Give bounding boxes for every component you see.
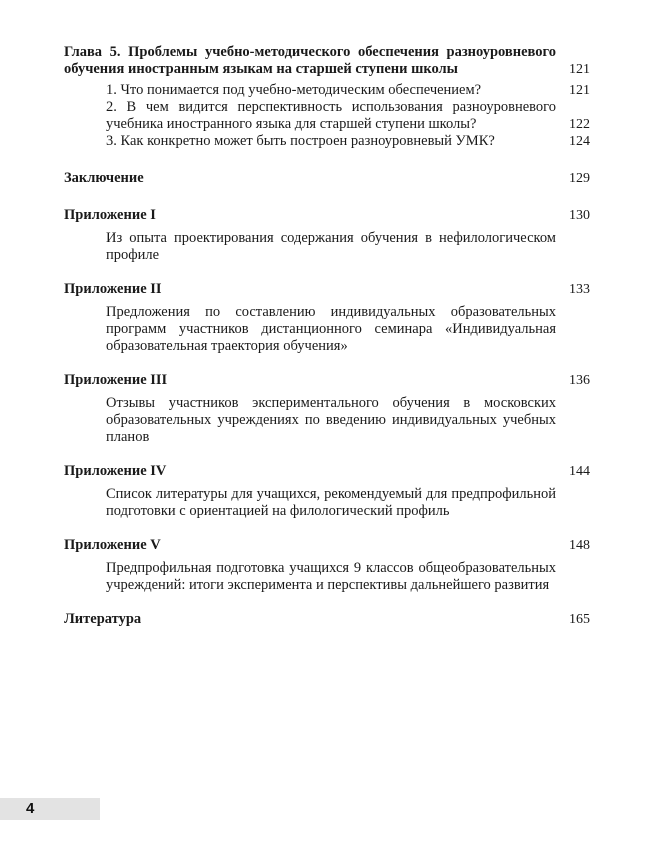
appendix-3-description: Отзывы участников экспериментального обучения в московских образовательных учреждениях по введению индивидуальных учебных планов <box>106 395 556 445</box>
appendix-4-title: Приложение IV <box>64 463 167 479</box>
appendix-4-page-number: 144 <box>569 464 590 479</box>
subentry-2-text: 2. В чем видится перспективность использования разноуровневого учебника иностранного языка для старшей ступени школы? <box>106 99 556 132</box>
appendix-5-description: Предпрофильная подготовка учащихся 9 классов общеобразовательных учреждений: итоги эксперимента и перспективы дальнейшего развития <box>106 560 556 593</box>
toc-entry-appendix-1 <box>64 207 592 224</box>
literature-title: Литература <box>64 611 142 627</box>
appendix-3-title: Приложение III <box>64 372 168 388</box>
subentry-3-page-number: 124 <box>569 134 590 149</box>
appendix-2-title: Приложение II <box>64 281 162 297</box>
table-of-contents <box>64 44 592 628</box>
page-number: 4 <box>26 800 35 817</box>
toc-entry-appendix-3 <box>64 372 592 389</box>
toc-subentry-3 <box>106 133 592 150</box>
appendix-5-title: Приложение V <box>64 537 161 553</box>
subentry-1-text: 1. Что понимается под учебно-методическим обеспечением? <box>106 82 482 98</box>
page-number-tab <box>0 798 100 820</box>
subentry-3-text: 3. Как конкретно может быть построен разноуровневый УМК? <box>106 133 495 149</box>
appendix-2-description: Предложения по составлению индивидуальных образовательных программ участников дистанционного семинара «Индивидуальная образовательная траектория обучения» <box>106 304 556 354</box>
toc-subentry-1 <box>106 82 592 99</box>
appendix-2-page-number: 133 <box>569 282 590 297</box>
conclusion-page-number: 129 <box>569 171 590 186</box>
appendix-1-page-number: 130 <box>569 208 590 223</box>
appendix-5-page-number: 148 <box>569 538 590 553</box>
toc-entry-appendix-4 <box>64 463 592 480</box>
toc-subentry-2 <box>106 99 592 133</box>
appendix-3-page-number: 136 <box>569 373 590 388</box>
appendix-4-description: Список литературы для учащихся, рекомендуемый для предпрофильной подготовки с ориентацией на филологический профиль <box>106 486 556 519</box>
chapter-5-page-number: 121 <box>569 62 590 77</box>
toc-entry-chapter-5 <box>64 44 592 78</box>
subentry-2-page-number: 122 <box>569 117 590 132</box>
appendix-1-description: Из опыта проектирования содержания обучения в нефилологическом профиле <box>106 230 556 263</box>
literature-page-number: 165 <box>569 612 590 627</box>
appendix-1-title: Приложение I <box>64 207 156 223</box>
toc-entry-literature <box>64 611 592 628</box>
subentry-1-page-number: 121 <box>569 83 590 98</box>
toc-entry-conclusion <box>64 170 592 187</box>
conclusion-title: Заключение <box>64 170 144 186</box>
toc-entry-appendix-2 <box>64 281 592 298</box>
chapter-5-title: Глава 5. Проблемы учебно-методического обеспечения разноуровневого обучения иностранным языкам на старшей ступени школы <box>64 44 556 77</box>
toc-entry-appendix-5 <box>64 537 592 554</box>
